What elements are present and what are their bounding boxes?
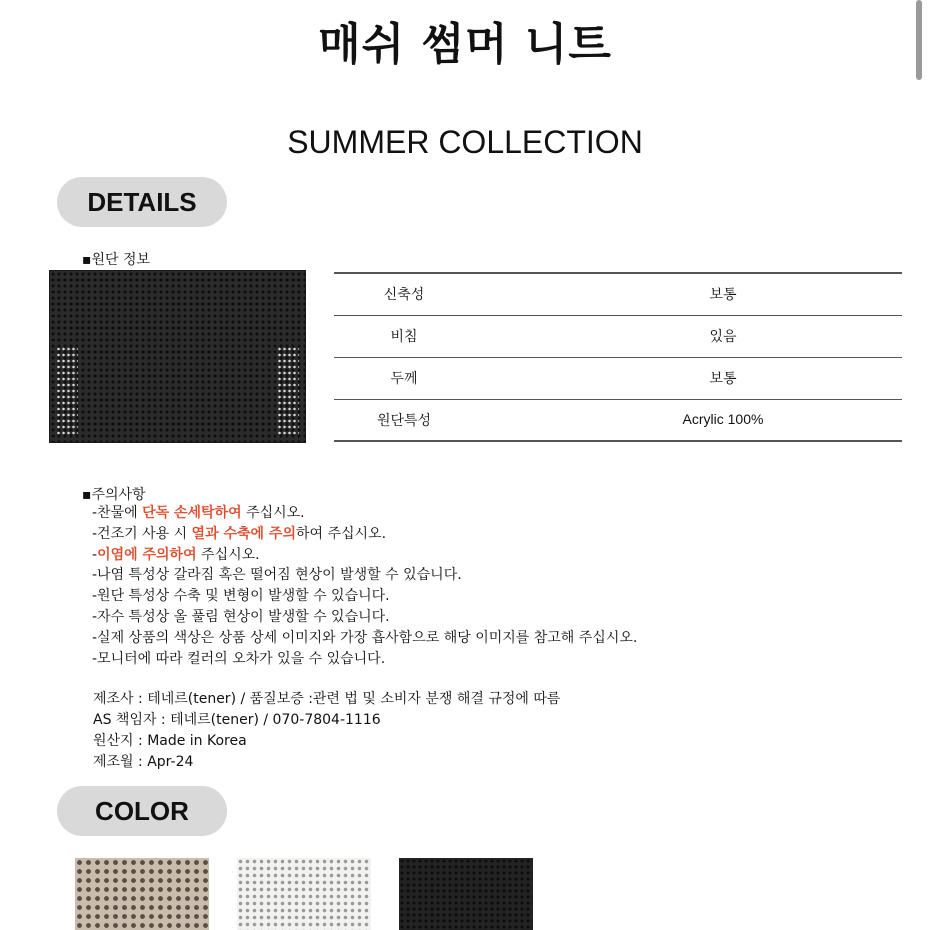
spec-row-thickness — [334, 357, 902, 399]
spec-key: 신축성 — [383, 287, 425, 304]
origin-line: 원산지 : Made in Korea — [93, 733, 247, 749]
color-swatch-beige[interactable] — [75, 858, 209, 930]
caution-text: - — [92, 546, 98, 563]
spec-value: 보통 — [709, 370, 737, 386]
caution-highlight: 열과 수축에 주의 — [191, 525, 296, 542]
caution-text: -건조기 사용 시 — [92, 525, 192, 542]
collection-subtitle: SUMMER COLLECTION — [287, 124, 643, 160]
as-contact-line: AS 책임자 : 테네르(tener) / 070-7804-1116 — [93, 712, 381, 728]
spec-key: 비침 — [390, 329, 418, 345]
spec-value: 있음 — [709, 328, 737, 344]
spec-key: 두께 — [390, 371, 418, 387]
caution-label: ▪주의사항 — [82, 487, 146, 503]
page-title: 매쉬 썸머 니트 — [318, 19, 612, 70]
caution-line: -나염 특성상 갈라짐 혹은 떨어짐 현상이 발생할 수 있습니다. — [92, 567, 462, 584]
spec-row-stretch — [334, 273, 902, 315]
spec-key: 원단특성 — [376, 412, 432, 429]
spec-value: Acrylic 100% — [682, 411, 764, 428]
fabric-mesh-detail-right — [277, 346, 299, 436]
fabric-mesh-detail-left — [56, 346, 78, 436]
caution-highlight: 이염에 주의하여 — [97, 546, 197, 563]
spec-row-material — [334, 399, 902, 441]
manufacturer-line: 제조사 : 테네르(tener) / 품질보증 :관련 법 및 소비자 분쟁 해결 규정에 따름 — [93, 691, 561, 707]
caution-text: 주십시오. — [241, 505, 305, 521]
fabric-sample-image — [49, 270, 306, 443]
caution-line — [92, 524, 637, 545]
color-swatch-black[interactable] — [399, 858, 533, 930]
caution-text: 주십시오. — [196, 546, 260, 563]
color-section-pill: COLOR — [57, 786, 227, 836]
caution-text: -찬물에 — [92, 505, 143, 521]
caution-line — [92, 545, 637, 566]
caution-line — [92, 503, 637, 524]
details-section-pill: DETAILS — [57, 177, 227, 227]
fabric-info-label: ▪원단 정보 — [82, 252, 151, 268]
caution-line: -실제 상품의 색상은 상품 상세 이미지와 가장 흡사함으로 해당 이미지를 참고해 주십시오. — [92, 629, 638, 646]
spec-row-sheerness — [334, 315, 902, 357]
fabric-spec-table — [334, 272, 902, 442]
caution-line: -모니터에 따라 컬러의 오차가 있을 수 있습니다. — [92, 650, 386, 667]
manufacture-date-line: 제조월 : Apr-24 — [93, 754, 194, 770]
spec-value: 보통 — [709, 286, 737, 303]
caution-line: -자수 특성상 올 풀림 현상이 발생할 수 있습니다. — [92, 608, 390, 625]
caution-text: 하여 주십시오. — [295, 525, 387, 542]
caution-line: -원단 특성상 수축 및 변형이 발생할 수 있습니다. — [92, 588, 390, 605]
color-swatch-white[interactable] — [237, 858, 371, 930]
caution-highlight: 단독 손세탁하여 — [142, 505, 242, 521]
caution-notes — [92, 503, 637, 669]
product-info — [93, 689, 560, 773]
